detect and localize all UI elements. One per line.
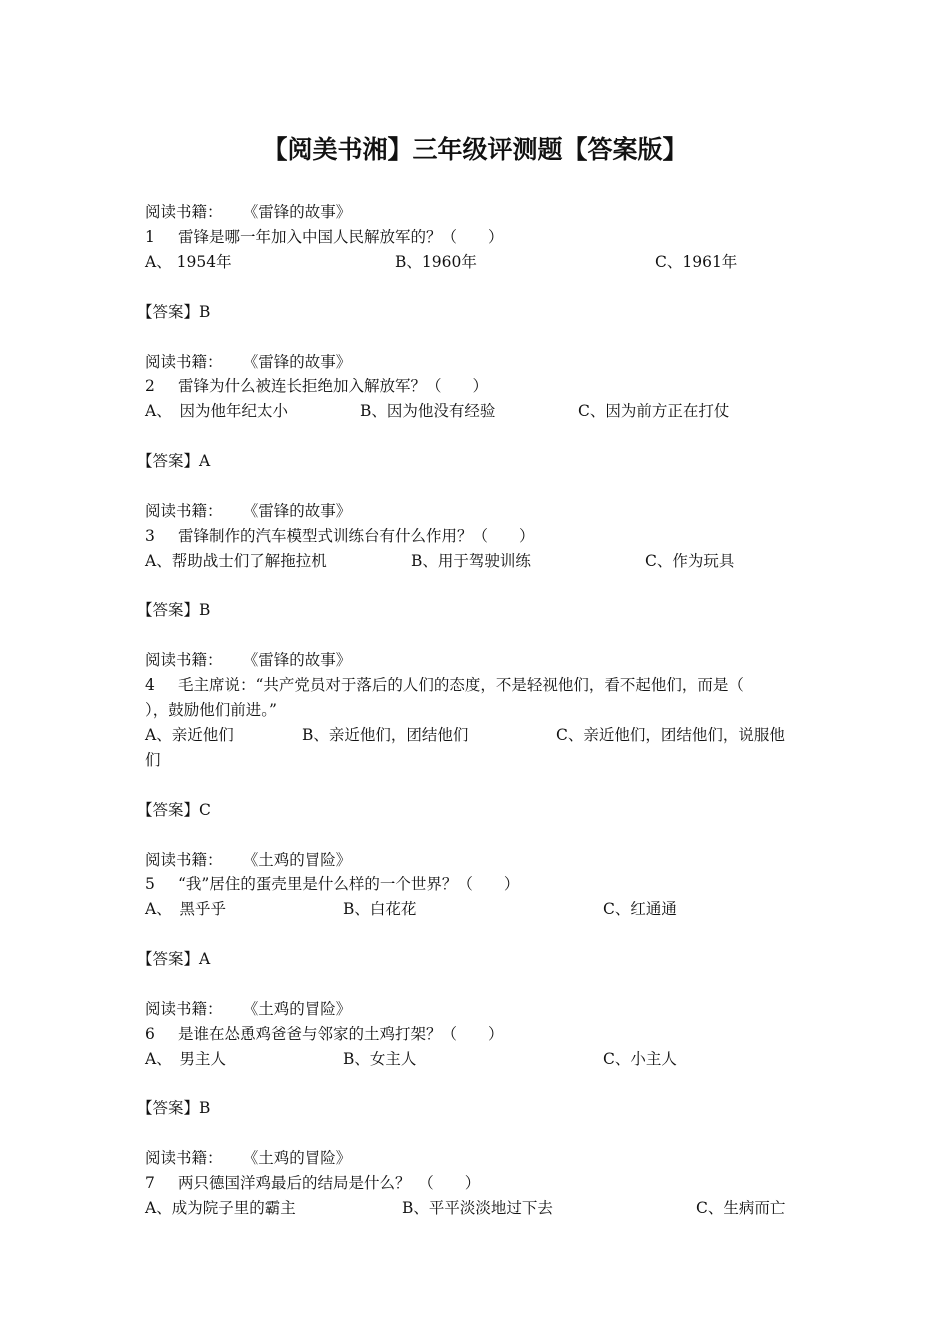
- book-label: 阅读书籍：: [145, 651, 223, 669]
- question-line: [145, 374, 488, 398]
- option-a: A、 1954年: [145, 253, 232, 271]
- option-b: B、因为他没有经验: [360, 402, 496, 420]
- options-row: [145, 549, 810, 573]
- answer-line: 【答案】B: [137, 601, 211, 619]
- question-text: 毛主席说：“共产党员对于落后的人们的态度，不是轻视他们，看不起他们，而是（: [178, 676, 744, 694]
- book-label: 阅读书籍：: [145, 502, 223, 520]
- options-row: [145, 897, 810, 921]
- book-line: [145, 200, 351, 224]
- document-title: 【阅美书湘】三年级评测题【答案版】: [262, 135, 688, 164]
- option-c: C、小主人: [603, 1050, 677, 1068]
- book-line: [145, 499, 351, 523]
- question-number: 2: [145, 377, 155, 395]
- question-text: “我”居住的蛋壳里是什么样的一个世界？（ ）: [178, 875, 520, 893]
- book-line: [145, 997, 351, 1021]
- question-number: 1: [145, 228, 155, 246]
- book-line: [145, 350, 351, 374]
- question-line: [145, 1171, 480, 1195]
- option-c: C、亲近他们，团结他们，说服他: [556, 726, 785, 744]
- question-line: [145, 673, 744, 697]
- answer-line: 【答案】C: [137, 801, 211, 819]
- option-c: C、红通通: [603, 900, 677, 918]
- book-title: 《土鸡的冒险》: [250, 851, 352, 869]
- option-continued: 们: [145, 751, 161, 769]
- book-title: 《土鸡的冒险》: [250, 1000, 352, 1018]
- question-line: [145, 872, 519, 896]
- question-number: 4: [145, 676, 155, 694]
- option-a: A、 黑乎乎: [145, 900, 226, 918]
- options-row: [145, 1196, 810, 1220]
- book-label: 阅读书籍：: [145, 1000, 223, 1018]
- book-title: 《土鸡的冒险》: [250, 1149, 352, 1167]
- option-a: A、帮助战士们了解拖拉机: [145, 552, 327, 570]
- option-c: C、1961年: [655, 253, 738, 271]
- answer-line: 【答案】B: [137, 303, 211, 321]
- book-label: 阅读书籍：: [145, 353, 223, 371]
- question-number: 6: [145, 1025, 155, 1043]
- book-label: 阅读书籍：: [145, 203, 223, 221]
- option-b: B、用于驾驶训练: [411, 552, 531, 570]
- book-line: [145, 648, 351, 672]
- question-line: [145, 1022, 504, 1046]
- option-a: A、 男主人: [145, 1050, 226, 1068]
- options-row: [145, 723, 810, 747]
- option-b: B、亲近他们，团结他们: [302, 726, 469, 744]
- answer-line: 【答案】A: [137, 452, 211, 470]
- book-line: [145, 1146, 351, 1170]
- option-a: A、成为院子里的霸主: [145, 1199, 296, 1217]
- question-text: 两只德国洋鸡最后的结局是什么？ （ ）: [178, 1174, 481, 1192]
- question-text: 雷锋是哪一年加入中国人民解放军的？（ ）: [178, 228, 504, 246]
- option-a: A、 因为他年纪太小: [145, 402, 288, 420]
- question-text-continued: ），鼓励他们前进。”: [145, 701, 277, 719]
- option-c: C、生病而亡: [696, 1199, 786, 1217]
- question-line: [145, 524, 535, 548]
- question-number: 3: [145, 527, 155, 545]
- book-title: 《雷锋的故事》: [250, 651, 352, 669]
- option-b: B、白花花: [343, 900, 417, 918]
- options-row: [145, 1047, 810, 1071]
- answer-line: 【答案】B: [137, 1099, 211, 1117]
- question-text: 雷锋制作的汽车模型式训练台有什么作用？（ ）: [178, 527, 535, 545]
- option-b: B、平平淡淡地过下去: [402, 1199, 553, 1217]
- book-title: 《雷锋的故事》: [250, 353, 352, 371]
- book-line: [145, 848, 351, 872]
- question-text: 雷锋为什么被连长拒绝加入解放军？（ ）: [178, 377, 489, 395]
- book-label: 阅读书籍：: [145, 851, 223, 869]
- book-title: 《雷锋的故事》: [250, 203, 352, 221]
- option-a: A、亲近他们: [145, 726, 234, 744]
- option-b: B、女主人: [343, 1050, 417, 1068]
- options-row: [145, 399, 810, 423]
- question-number: 7: [145, 1174, 155, 1192]
- option-c: C、作为玩具: [645, 552, 735, 570]
- answer-line: 【答案】A: [137, 950, 211, 968]
- option-b: B、1960年: [395, 253, 477, 271]
- question-number: 5: [145, 875, 155, 893]
- book-label: 阅读书籍：: [145, 1149, 223, 1167]
- question-line: [145, 225, 504, 249]
- question-text: 是谁在怂恿鸡爸爸与邻家的土鸡打架？（ ）: [178, 1025, 504, 1043]
- option-c: C、因为前方正在打仗: [578, 402, 730, 420]
- options-row: [145, 250, 810, 274]
- book-title: 《雷锋的故事》: [250, 502, 352, 520]
